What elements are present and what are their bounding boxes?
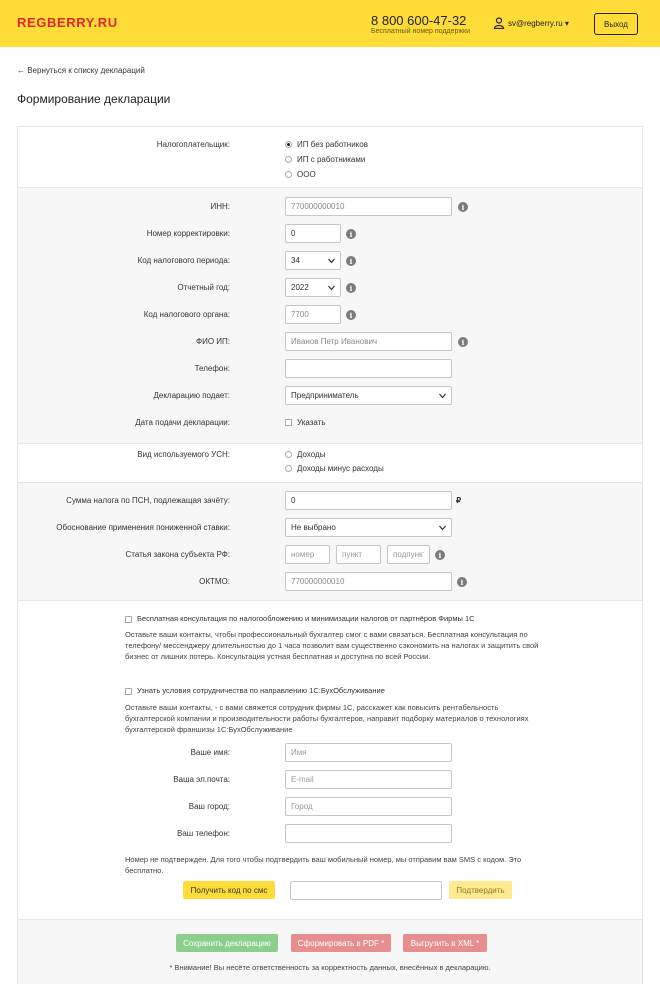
partner-checkbox-label: Узнать условия сотрудничества по направлению 1С:БухОбслуживание: [137, 686, 385, 695]
chevron-down-icon: [328, 258, 335, 264]
period-select[interactable]: [285, 251, 341, 270]
radio-ip-no-staff[interactable]: [285, 141, 292, 148]
city-input[interactable]: [285, 797, 452, 816]
reason-select[interactable]: [285, 518, 452, 537]
export-pdf-button[interactable]: Сформировать в PDF *: [291, 934, 391, 952]
user-icon: [493, 17, 505, 29]
get-code-button[interactable]: Получить код по смс: [183, 881, 275, 899]
partner-checkbox[interactable]: [125, 688, 132, 695]
chevron-down-icon: [439, 393, 446, 399]
submitter-select[interactable]: [285, 386, 452, 405]
law-subpoint-input[interactable]: [387, 545, 430, 564]
fio-label: ФИО ИП:: [196, 337, 230, 346]
radio-ooo[interactable]: [285, 171, 292, 178]
submitter-value: Предприниматель: [291, 391, 359, 400]
logo[interactable]: REGBERRY.RU: [17, 15, 118, 30]
info-icon[interactable]: i: [458, 202, 468, 212]
phone-input[interactable]: [285, 359, 452, 378]
radio-label: ИП без работников: [297, 140, 368, 149]
phone-label: Телефон:: [194, 364, 230, 373]
support-phone[interactable]: 8 800 600-47-32: [371, 13, 467, 28]
partner-description: Оставьте ваши контакты, - с вами свяжется сотрудник фирмы 1С, расскажет как повысить рентабельность бухгалтерской компании и производительности работы бухгалтеров, направит подборку материалов о технологиях бухгалтерской франшизы 1С:БухОбслуживание: [125, 703, 529, 734]
reason-label: Обоснование применения пониженной ставки:: [56, 523, 230, 532]
reason-value: Не выбрано: [291, 523, 336, 532]
currency-sign: ₽: [456, 496, 462, 505]
city-label: Ваш город:: [188, 802, 230, 811]
fio-input[interactable]: [285, 332, 452, 351]
oktmo-input[interactable]: [285, 572, 452, 591]
confirm-button[interactable]: Подтвердить: [449, 881, 512, 899]
law-label: Статья закона субъекта РФ:: [125, 550, 230, 559]
name-label: Ваше имя:: [190, 748, 230, 757]
inn-input[interactable]: [285, 197, 452, 216]
page-title: Формирование декларации: [17, 92, 171, 106]
date-label: Дата подачи декларации:: [135, 418, 230, 427]
consult-description: Оставьте ваши контакты, чтобы профессиональный бухгалтер смог с вами связаться. Бесплатная консультация по телефону/ мессенджеру длительностью до 1 часа позволит вам существенно сэкономить на налогах и защитить свой бизнес от лишних потерь. Консультация устная бесплатная и доступна по всей России.: [125, 630, 539, 661]
caret-down-icon: ▾: [562, 19, 569, 28]
responsibility-note: * Внимание! Вы несёте ответственность за корректность данных, внесённых в декларацию.: [169, 963, 491, 972]
correction-input[interactable]: [285, 224, 341, 243]
taxpayer-label: Налогоплательщик:: [156, 140, 230, 149]
support-phone-caption: Бесплатный номер поддержки: [371, 28, 471, 35]
date-checkbox-label: Указать: [297, 418, 326, 427]
back-link[interactable]: ← Вернуться к списку деклараций: [17, 66, 145, 75]
psn-sum-input[interactable]: [285, 491, 452, 510]
info-icon[interactable]: i: [346, 256, 356, 266]
oktmo-label: ОКТМО:: [199, 577, 230, 586]
info-icon[interactable]: i: [457, 577, 467, 587]
email-label: Ваша эл.почта:: [173, 775, 230, 784]
period-value: 34: [291, 256, 300, 265]
radio-label: ИП с работниками: [297, 155, 366, 164]
year-label: Отчетный год:: [177, 283, 230, 292]
radio-usn-income[interactable]: [285, 451, 292, 458]
correction-label: Номер корректировки:: [146, 229, 230, 238]
name-input[interactable]: [285, 743, 452, 762]
radio-label: Доходы минус расходы: [297, 464, 384, 473]
chevron-down-icon: [328, 285, 335, 291]
radio-label: ООО: [297, 170, 316, 179]
user-email: sv@regberry.ru: [508, 19, 563, 28]
year-value: 2022: [291, 283, 309, 292]
radio-ip-staff[interactable]: [285, 156, 292, 163]
save-declaration-button[interactable]: Сохранить декларацию: [176, 934, 278, 952]
year-select[interactable]: [285, 278, 341, 297]
info-icon[interactable]: i: [346, 283, 356, 293]
export-xml-button[interactable]: Выгрузить в XML *: [403, 934, 487, 952]
inn-label: ИНН:: [210, 202, 230, 211]
sms-note: Номер не подтвержден. Для того чтобы подтвердить ваш мобильный номер, мы отправим вам SMS с кодом. Это бесплатно.: [125, 855, 522, 875]
sms-code-input[interactable]: [290, 881, 442, 900]
consult-checkbox[interactable]: [125, 616, 132, 623]
info-icon[interactable]: i: [435, 550, 445, 560]
date-checkbox[interactable]: [285, 419, 292, 426]
logout-button[interactable]: Выход: [594, 13, 638, 35]
email-input[interactable]: [285, 770, 452, 789]
consult-checkbox-label: Бесплатная консультация по налогообложению и минимизации налогов от партнёров Фирмы 1С: [137, 614, 475, 623]
radio-usn-income-expenses[interactable]: [285, 465, 292, 472]
info-icon[interactable]: i: [346, 229, 356, 239]
radio-label: Доходы: [297, 450, 326, 459]
usn-label: Вид используемого УСН:: [137, 450, 230, 459]
tax-org-input[interactable]: [285, 305, 341, 324]
psn-sum-label: Сумма налога по ПСН, подлежащая зачёту:: [66, 496, 230, 505]
chevron-down-icon: [439, 525, 446, 531]
tax-org-label: Код налогового органа:: [143, 310, 230, 319]
period-label: Код налогового периода:: [137, 256, 230, 265]
user-menu[interactable]: [508, 19, 569, 28]
consult-phone-input[interactable]: [285, 824, 452, 843]
info-icon[interactable]: i: [458, 337, 468, 347]
actions-section: [18, 920, 642, 984]
law-point-input[interactable]: [336, 545, 381, 564]
info-icon[interactable]: i: [346, 310, 356, 320]
submitter-label: Декларацию подает:: [153, 391, 230, 400]
top-header: [0, 0, 660, 47]
law-number-input[interactable]: [285, 545, 330, 564]
consult-phone-label: Ваш телефон:: [177, 829, 230, 838]
